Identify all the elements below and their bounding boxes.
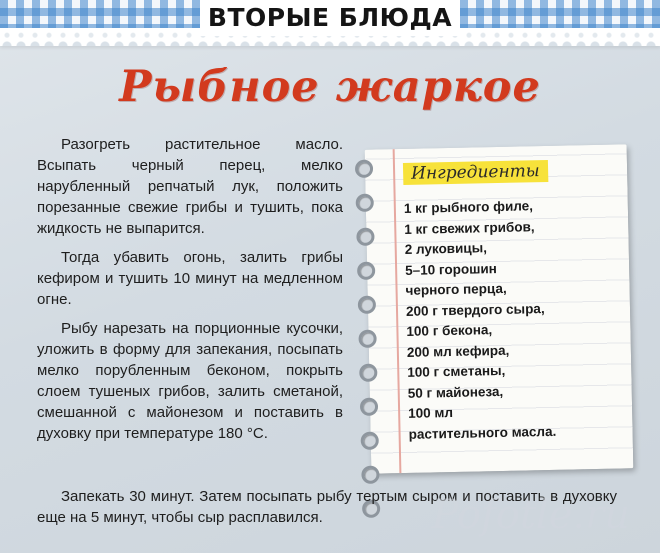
ingredients-notepad — [365, 144, 634, 473]
list-item: 1 кг свежих грибов, — [404, 218, 535, 237]
list-item: 100 мл — [408, 404, 454, 421]
method-paragraph: Запекать 30 минут. Затем посыпать рыбу тертым сыром и поставить в духовку еще на 5 минут, чтобы сыр расплавился. — [37, 488, 617, 526]
spiral-ring-icon — [361, 466, 379, 484]
spiral-ring-icon — [356, 194, 374, 212]
fabric-strip-left — [0, 0, 200, 30]
spiral-ring-icon — [361, 432, 379, 450]
spiral-ring-icon — [359, 364, 377, 382]
list-item: 100 г сметаны, — [407, 362, 506, 380]
list-item: 2 луковицы, — [404, 240, 488, 257]
spiral-ring-icon — [358, 296, 376, 314]
ingredients-list — [404, 196, 557, 445]
method-paragraph: Тогда убавить огонь, залить грибы кефиром и тушить 10 минут на медленном огне. — [37, 249, 343, 308]
list-item: 5–10 горошин — [405, 260, 497, 278]
spiral-ring-icon — [357, 262, 375, 280]
list-item: 50 г майонеза, — [407, 383, 504, 401]
notepad-margin-line — [393, 149, 402, 473]
method-paragraph: Разогреть растительное масло. Всыпать черный перец, мелко нарубленный репчатый лук, положить порезанные свежие грибы и тушить, пока жидкость не выпарится. — [37, 136, 343, 237]
list-item: черного перца, — [405, 280, 507, 298]
method-text — [37, 134, 343, 452]
list-item: 100 г бекона, — [406, 322, 493, 339]
method-paragraph: Рыбу нарезать на порционные кусочки, уложить в форму для запекания, посыпать мелко порубленным беконом, покрыть слоем тушеных грибов, залить сметаной, смешанной с майонезом и поставить в духовку при температуре 180 °С. — [37, 320, 343, 442]
list-item: 200 г твердого сыра, — [405, 300, 545, 319]
list-item: растительного масла. — [408, 423, 557, 442]
list-item: 200 мл кефира, — [406, 342, 510, 360]
notepad-rings — [355, 159, 393, 534]
final-step-text — [37, 486, 617, 528]
list-item: 1 кг рыбного филе, — [403, 198, 534, 216]
recipe-title: Рыбное жаркое — [119, 62, 541, 112]
section-header: ВТОРЫЕ БЛЮДА — [200, 0, 460, 36]
spiral-ring-icon — [356, 228, 374, 246]
spiral-ring-icon — [358, 330, 376, 348]
watermark: Pofotle.ru — [431, 492, 630, 538]
spiral-ring-icon — [355, 160, 373, 178]
fabric-strip-right — [460, 0, 660, 30]
spiral-ring-icon — [360, 398, 378, 416]
ingredients-title: Ингредиенты — [403, 160, 548, 185]
